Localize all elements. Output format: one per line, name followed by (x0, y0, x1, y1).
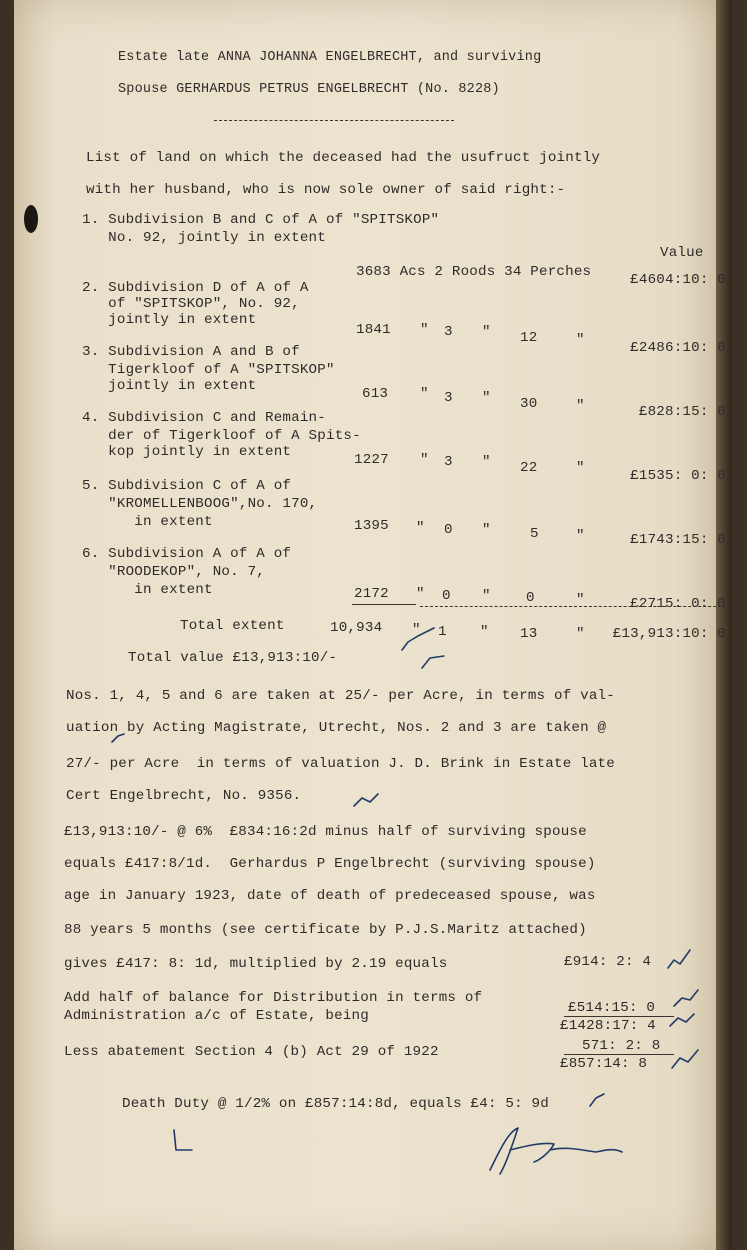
property-3-line1: 3. Subdivision A and B of (82, 344, 300, 360)
total-q2: " (480, 624, 489, 640)
property-2-q1: " (420, 322, 429, 338)
tick-mark-add (674, 990, 698, 1006)
total-roods: 1 (438, 624, 447, 640)
tick-mark-value (422, 656, 444, 668)
tick-mark-net (672, 1050, 698, 1068)
abatement-value: 571: 2: 8 (582, 1038, 661, 1054)
total-value-line: Total value £13,913:10/- (128, 650, 338, 666)
value-heading: Value (660, 245, 704, 261)
total-value: £13,913:10: 0 (612, 626, 726, 642)
property-3-q2: " (482, 390, 491, 406)
subtotal-value: £1428:17: 4 (560, 1018, 656, 1034)
property-4-q2: " (482, 454, 491, 470)
property-6-acres: 2172 (354, 586, 389, 602)
property-1-line2: No. 92, jointly in extent (82, 230, 326, 246)
tick-mark-valuation (112, 734, 124, 742)
property-5-value: £1743:15: 0 (630, 532, 726, 548)
tick-mark-cert (354, 794, 378, 806)
total-q3: " (576, 626, 585, 642)
handwritten-annotations (14, 0, 732, 1250)
property-5-line3: in extent (82, 514, 213, 530)
property-2-perches: 12 (520, 330, 538, 346)
property-2-q3: " (576, 332, 585, 348)
valuation-note-4: Cert Engelbrecht, No. 9356. (66, 788, 302, 804)
property-3-roods: 3 (444, 390, 453, 406)
valuation-note-2: uation by Acting Magistrate, Utrecht, Nos. 2 and 3 are taken @ (66, 720, 607, 736)
property-6-roods: 0 (442, 588, 451, 604)
total-q1: " (412, 622, 421, 638)
estate-title-line2: Spouse GERHARDUS PETRUS ENGELBRECHT (No. 8228) (118, 82, 500, 97)
calculation-line-5: gives £417: 8: 1d, multiplied by 2.19 equals (64, 956, 448, 972)
property-2-line1: 2. Subdivision D of A of A (82, 280, 309, 296)
calculation-line-4: 88 years 5 months (see certificate by P.J.S.Maritz attached) (64, 922, 587, 938)
calc-result: £914: 2: 4 (564, 954, 652, 970)
property-5-q3: " (576, 528, 585, 544)
property-3-value: £828:15: 0 (638, 404, 726, 420)
handwritten-signature (490, 1128, 622, 1174)
property-4-perches: 22 (520, 460, 538, 476)
property-3-line3: jointly in extent (82, 378, 257, 394)
tick-mark-total (402, 628, 434, 650)
property-6-perches: 0 (526, 590, 535, 606)
property-3-acres: 613 (362, 386, 389, 402)
property-1-extent: 3683 Acs 2 Roods 34 Perches (356, 264, 592, 280)
intro-line1: List of land on which the deceased had the usufruct jointly (86, 150, 601, 166)
property-2-q2: " (482, 324, 491, 340)
property-4-line2: der of Tigerkloof of A Spits- (82, 428, 361, 444)
property-4-acres: 1227 (354, 452, 389, 468)
add-half-line-1: Add half of balance for Distribution in terms of (64, 990, 483, 1006)
property-1-value: £4604:10: 0 (630, 272, 726, 288)
death-duty-line: Death Duty @ 1/2% on £857:14:8d, equals £4: 5: 9d (122, 1096, 549, 1112)
add-half-line-2: Administration a/c of Estate, being (64, 1008, 369, 1024)
property-5-line2: "KROMELLENBOOG",No. 170, (82, 496, 318, 512)
property-4-roods: 3 (444, 454, 453, 470)
total-acres: 10,934 (330, 620, 383, 636)
property-6-value: £2715: 0: 0 (630, 596, 726, 612)
property-5-line1: 5. Subdivision C of A of (82, 478, 292, 494)
property-6-line2: "ROODEKOP", No. 7, (82, 564, 265, 580)
property-6-line1: 6. Subdivision A of A of (82, 546, 292, 562)
property-6-line3: in extent (82, 582, 213, 598)
property-3-perches: 30 (520, 396, 538, 412)
property-2-roods: 3 (444, 324, 453, 340)
abatement-label: Less abatement Section 4 (b) Act 29 of 1922 (64, 1044, 439, 1060)
property-3-q1: " (420, 386, 429, 402)
tick-mark-calc (668, 950, 690, 968)
property-2-value: £2486:10: 0 (630, 340, 726, 356)
add-half-value: £514:15: 0 (568, 1000, 656, 1016)
net-value: £857:14: 8 (560, 1056, 648, 1072)
total-perches: 13 (520, 626, 538, 642)
tick-mark-bracket (174, 1130, 192, 1150)
property-4-value: £1535: 0: 0 (630, 468, 726, 484)
property-5-perches: 5 (530, 526, 539, 542)
document-page (14, 0, 732, 1250)
property-2-line3: jointly in extent (82, 312, 257, 328)
calculation-line-2: equals £417:8/1d. Gerhardus P Engelbrecht (surviving spouse) (64, 856, 596, 872)
property-5-q2: " (482, 522, 491, 538)
estate-title-line1: Estate late ANNA JOHANNA ENGELBRECHT, and surviving (118, 50, 542, 65)
calculation-line-3: age in January 1923, date of death of predeceased spouse, was (64, 888, 596, 904)
property-5-q1: " (416, 520, 425, 536)
property-4-line1: 4. Subdivision C and Remain- (82, 410, 326, 426)
property-6-q2: " (482, 588, 491, 604)
property-4-q1: " (420, 452, 429, 468)
property-5-acres: 1395 (354, 518, 389, 534)
tick-mark-subtotal (670, 1014, 694, 1026)
property-6-q1: " (416, 586, 425, 602)
valuation-note-1: Nos. 1, 4, 5 and 6 are taken at 25/- per Acre, in terms of val- (66, 688, 615, 704)
intro-line2: with her husband, who is now sole owner of said right:- (86, 182, 566, 198)
property-3-line2: Tigerkloof of A "SPITSKOP" (82, 362, 335, 378)
valuation-note-3: 27/- per Acre in terms of valuation J. D. Brink in Estate late (66, 756, 615, 772)
property-1-line1: 1. Subdivision B and C of A of "SPITSKOP" (82, 212, 440, 228)
property-4-line3: kop jointly in extent (82, 444, 292, 460)
property-5-roods: 0 (444, 522, 453, 538)
property-3-q3: " (576, 398, 585, 414)
total-extent-label: Total extent (180, 618, 285, 634)
calculation-line-1: £13,913:10/- @ 6% £834:16:2d minus half of surviving spouse (64, 824, 587, 840)
tick-mark-duty (590, 1094, 604, 1106)
property-6-q3: " (576, 592, 585, 608)
property-4-q3: " (576, 460, 585, 476)
property-2-line2: of "SPITSKOP", No. 92, (82, 296, 300, 312)
property-2-acres: 1841 (356, 322, 391, 338)
